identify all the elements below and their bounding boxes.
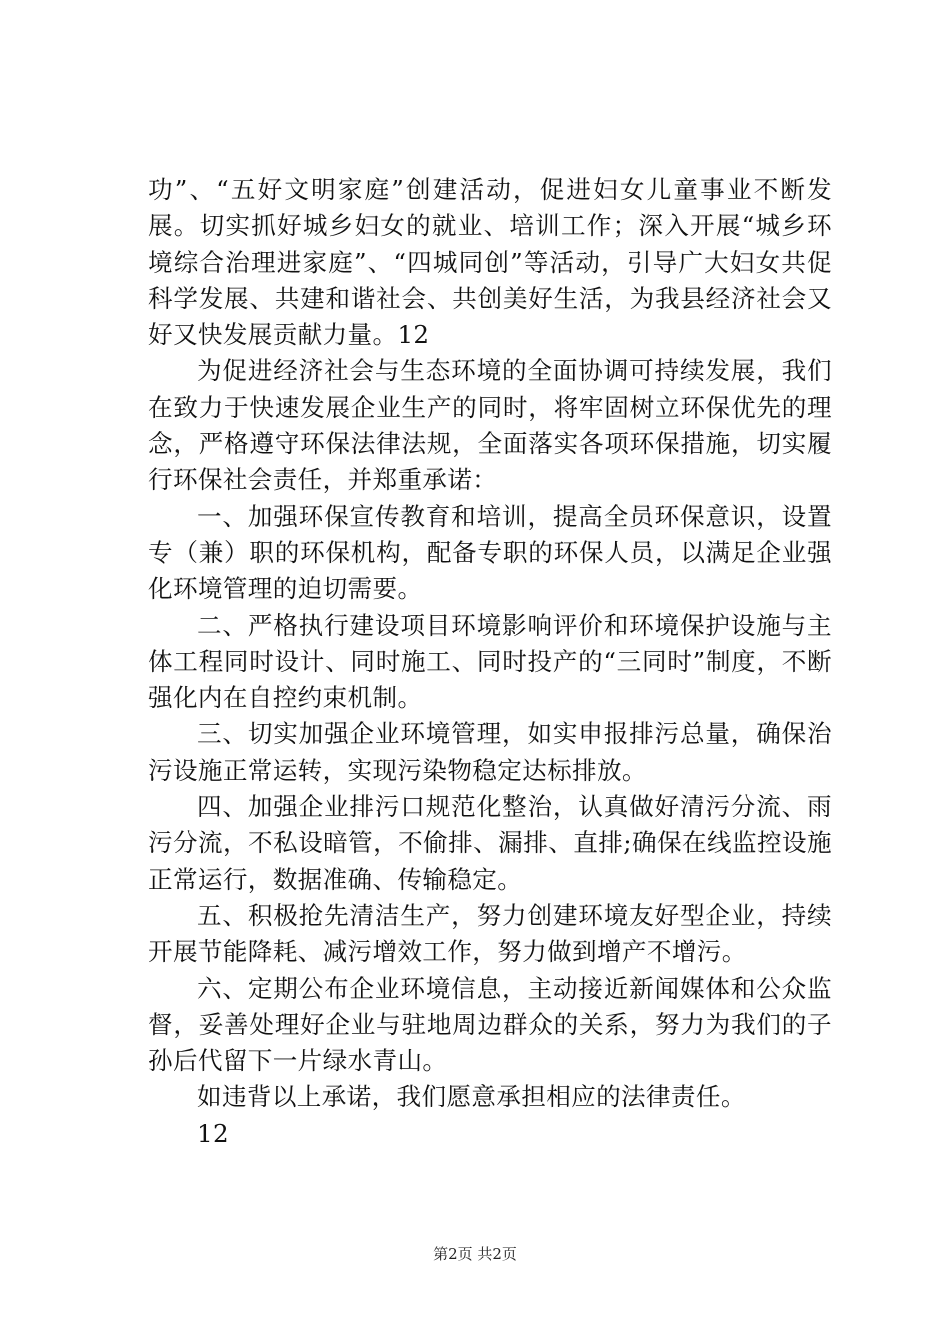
paragraph-trailing-number: 12 <box>197 1118 229 1148</box>
paragraph-continuation: 功”、“五好文明家庭”创建活动，促进妇女儿童事业不断发展。切实抓好城乡妇女的就业、培训工作；深入开展“城乡环境综合治理进家庭”、“四城同创”等活动，引导广大妇女共促科学发展、共建和谐社会、共创美好生活，为我县经济社会又好又快发展贡献力量。12 <box>148 175 832 350</box>
paragraph-item-4: 四、加强企业排污口规范化整治，认真做好清污分流、雨污分流，不私设暗管，不偷排、漏排、直排;确保在线监控设施正常运行，数据准确、传输稳定。 <box>148 792 832 894</box>
paragraph-liability: 如违背以上承诺，我们愿意承担相应的法律责任。 <box>197 1082 746 1112</box>
paragraph-item-3: 三、切实加强企业环境管理，如实申报排污总量，确保治污设施正常运转，实现污染物稳定达标排放。 <box>148 719 832 785</box>
page-number-footer: 第2页 共2页 <box>433 1245 517 1263</box>
paragraph-item-5: 五、积极抢先清洁生产，努力创建环境友好型企业，持续开展节能降耗、减污增效工作，努力做到增产不增污。 <box>148 900 832 967</box>
paragraph-commitment-intro: 为促进经济社会与生态环境的全面协调可持续发展，我们在致力于快速发展企业生产的同时，将牢固树立环保优先的理念，严格遵守环保法律法规，全面落实各项环保措施，切实履行环保社会责任，并郑重承诺： <box>148 356 832 495</box>
document-body <box>148 172 832 1152</box>
paragraph-item-6: 六、定期公布企业环境信息，主动接近新闻媒体和公众监督，妥善处理好企业与驻地周边群众的关系，努力为我们的子孙后代留下一片绿水青山。 <box>148 973 832 1076</box>
paragraph-item-1: 一、加强环保宣传教育和培训，提高全员环保意识，设置专（兼）职的环保机构，配备专职的环保人员，以满足企业强化环境管理的迫切需要。 <box>148 501 832 604</box>
paragraph-item-2: 二、严格执行建设项目环境影响评价和环境保护设施与主体工程同时设计、同时施工、同时投产的“三同时”制度，不断强化内在自控约束机制。 <box>148 610 832 713</box>
